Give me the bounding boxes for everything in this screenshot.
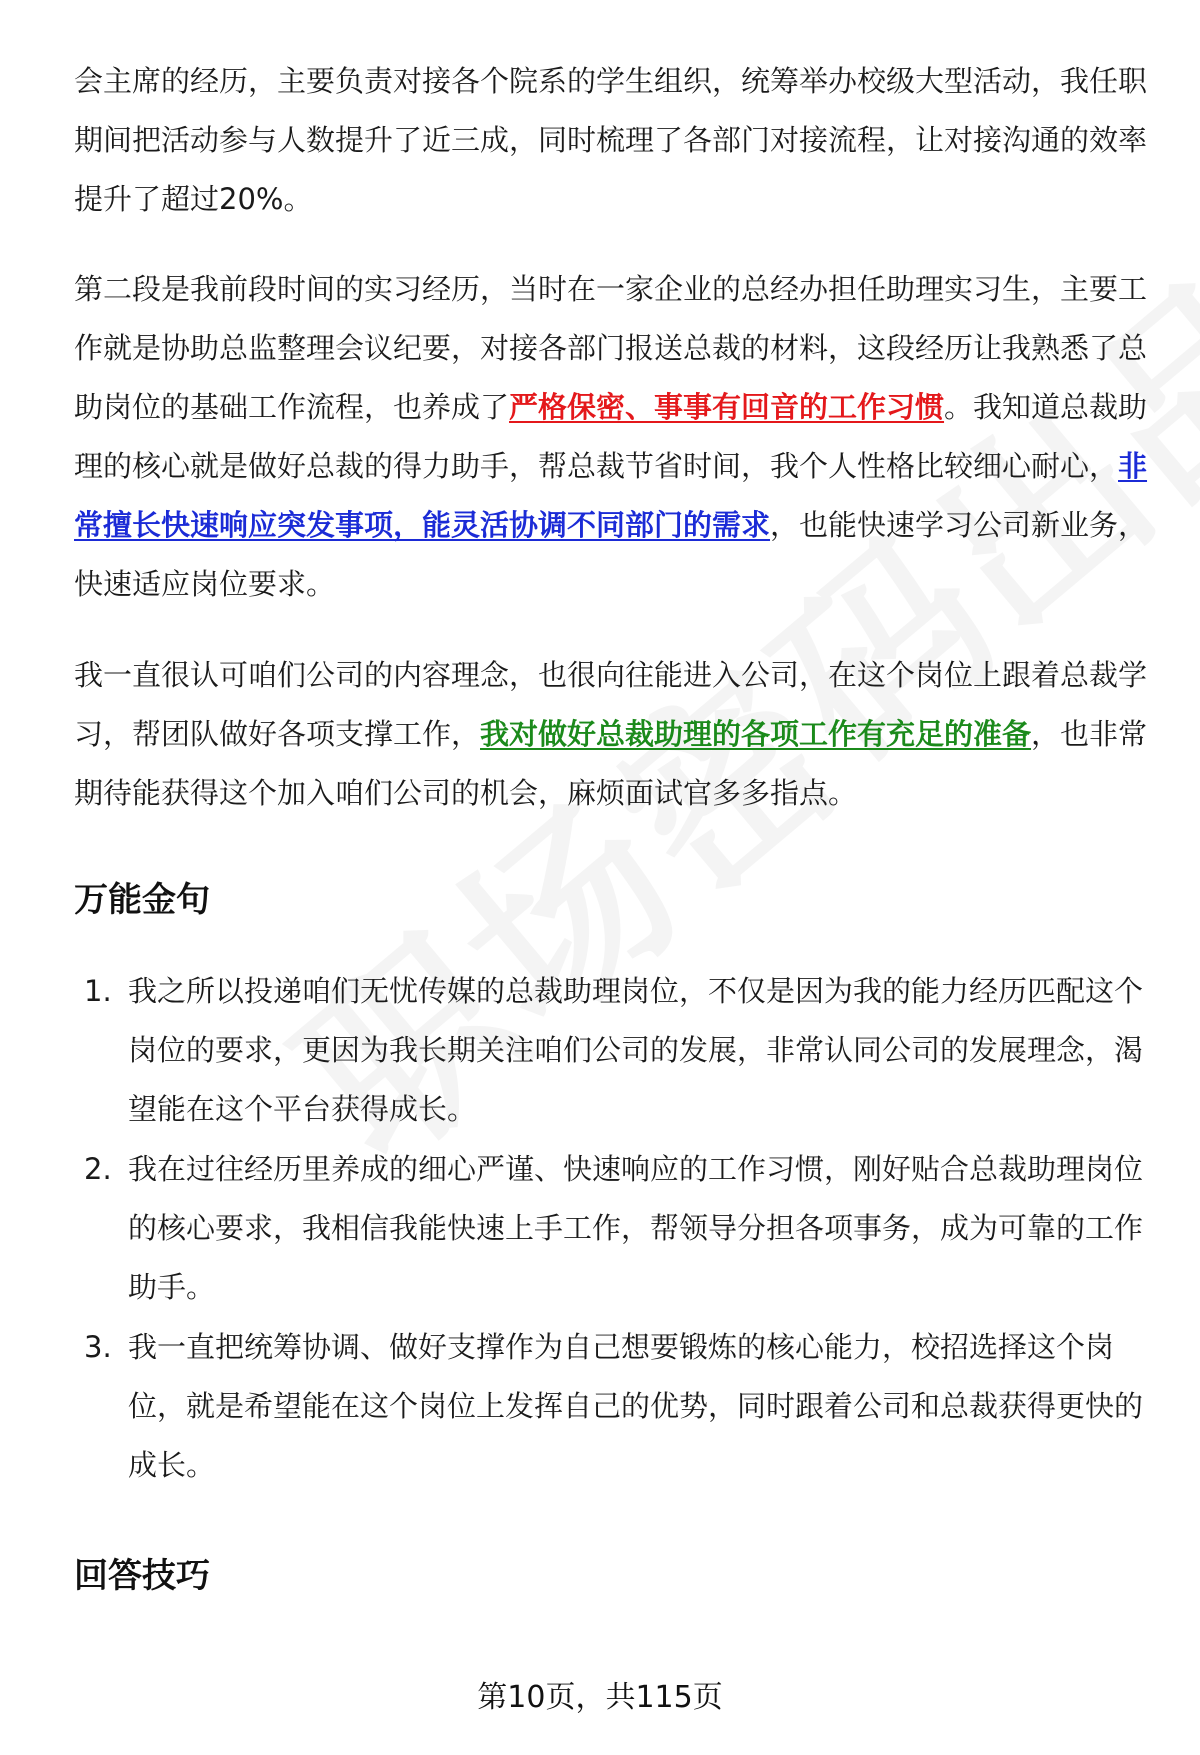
- section-heading-golden-sentences: 万能金句: [74, 880, 210, 920]
- paragraph-closing: [74, 646, 1154, 823]
- list-item-number: 2.: [84, 1152, 112, 1186]
- page-number-footer: 第10页，共115页: [477, 1680, 723, 1715]
- list-item-number: 1.: [84, 974, 112, 1008]
- list-item-text: 我一直把统筹协调、做好支撑作为自己想要锻炼的核心能力，校招选择这个岗位，就是希望能在这个岗位上发挥自己的优势，同时跟着公司和总裁获得更快的成长。: [128, 1330, 1144, 1482]
- list-item: [74, 1140, 1154, 1317]
- highlight-blue-text: 非常擅长快速响应突发事项，能灵活协调不同部门的需求: [74, 449, 1148, 542]
- paragraph-text: 。我知道总裁助理的核心就是做好总裁的得力助手，帮总裁节省时间，我个人性格比较细心耐心，: [74, 390, 1148, 483]
- list-item: [74, 1318, 1154, 1495]
- list-item-text: 我之所以投递咱们无忧传媒的总裁助理岗位，不仅是因为我的能力经历匹配这个岗位的要求，更因为我长期关注咱们公司的发展，非常认同公司的发展理念，渴望能在这个平台获得成长。: [128, 974, 1144, 1126]
- paragraph-internship: [74, 260, 1154, 614]
- section-heading-answer-tips: 回答技巧: [74, 1556, 210, 1596]
- golden-sentences-list: [74, 962, 1154, 1496]
- highlight-red-text: 严格保密、事事有回音的工作习惯: [509, 390, 945, 424]
- paragraph-text: 我一直很认可咱们公司的内容理念，也很向往能进入公司，在这个岗位上跟着总裁学习，帮团队做好各项支撑工作，: [74, 658, 1148, 751]
- paragraph-student-union: [74, 52, 1154, 229]
- list-item: [74, 962, 1154, 1139]
- list-item-text: 我在过往经历里养成的细心严谨、快速响应的工作习惯，刚好贴合总裁助理岗位的核心要求，我相信我能快速上手工作，帮领导分担各项事务，成为可靠的工作助手。: [128, 1152, 1144, 1304]
- paragraph-text: ，也能快速学习公司新业务，快速适应岗位要求。: [74, 508, 1148, 601]
- paragraph-text: 会主席的经历，主要负责对接各个院系的学生组织，统筹举办校级大型活动，我任职期间把活动参与人数提升了近三成，同时梳理了各部门对接流程，让对接沟通的效率提升了超过20%。: [74, 64, 1148, 216]
- paragraph-text: ，也非常期待能获得这个加入咱们公司的机会，麻烦面试官多多指点。: [74, 717, 1148, 810]
- paragraph-text: 第二段是我前段时间的实习经历，当时在一家企业的总经办担任助理实习生，主要工作就是协助总监整理会议纪要，对接各部门报送总裁的材料，这段经历让我熟悉了总助岗位的基础工作流程，也养成了: [74, 272, 1148, 424]
- list-item-number: 3.: [84, 1330, 112, 1364]
- highlight-green-text: 我对做好总裁助理的各项工作有充足的准备: [480, 717, 1032, 751]
